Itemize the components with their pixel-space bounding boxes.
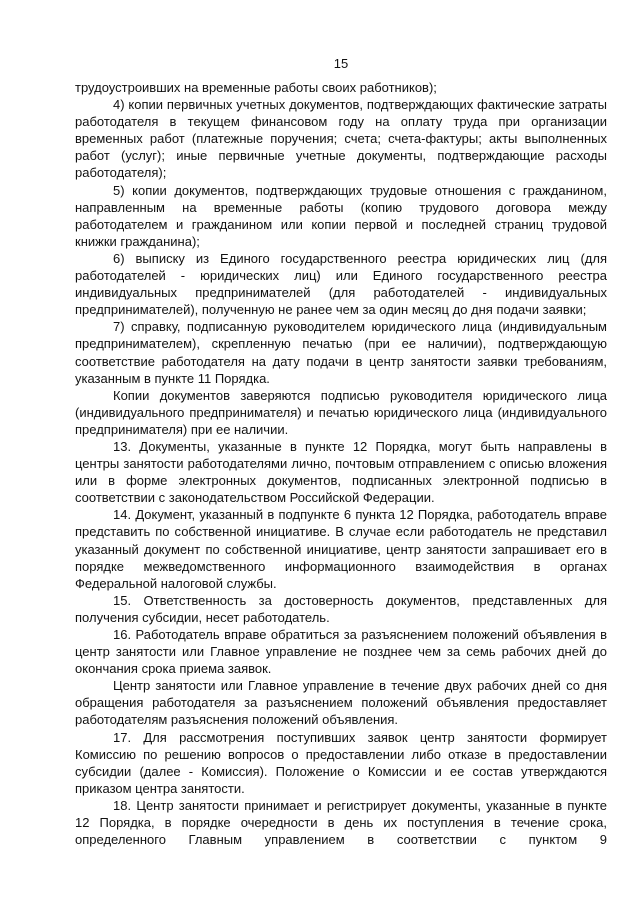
document-body bbox=[75, 79, 607, 848]
paragraph-copies-certification: Копии документов заверяются подписью руководителя юридического лица (индивидуального предпринимателя) и печатью юридического лица (индивидуального предпринимателя) при ее наличии. bbox=[75, 387, 607, 437]
paragraph-item-5: 5) копии документов, подтверждающих трудовые отношения с гражданином, направленным на временные работы (копию трудового договора между работодателем и гражданином или копии первой и последней страниц трудовой книжки гражданина); bbox=[75, 182, 607, 249]
paragraph-18: 18. Центр занятости принимает и регистрирует документы, указанные в пункте 12 Порядка, в порядке очередности в день их поступления в течение срока, определенного Главным управлением в соответствии с пунктом 9 bbox=[75, 797, 607, 848]
paragraph-16: 16. Работодатель вправе обратиться за разъяснением положений объявления в центр занятости или Главное управление не позднее чем за семь рабочих дней до окончания срока приема заявок. bbox=[75, 627, 607, 677]
page-number: 15 bbox=[333, 56, 349, 71]
paragraph-14: 14. Документ, указанный в подпункте 6 пункта 12 Порядка, работодатель вправе представить по собственной инициативе. В случае если работодатель не представил указанный документ по собственной инициативе, центр занятости запрашивает его в порядке межведомственного информационного взаимодействия в органах Федеральной налоговой службы. bbox=[75, 507, 607, 591]
paragraph-15: 15. Ответственность за достоверность документов, представленных для получения субсидии, несет работодатель. bbox=[75, 592, 607, 625]
paragraph-13: 13. Документы, указанные в пункте 12 Порядка, могут быть направлены в центры занятости работодателями лично, почтовым отправлением с описью вложения или в форме электронных документов, подписанных электронной подписью в соответствии с законодательством Российской Федерации. bbox=[75, 438, 607, 506]
paragraph-16-clarification: Центр занятости или Главное управление в течение двух рабочих дней со дня обращения работодателя за разъяснением положений объявления предоставляет работодателям разъяснения положений объявления. bbox=[75, 678, 607, 728]
paragraph-continuation: трудоустроивших на временные работы своих работников); bbox=[75, 80, 437, 95]
paragraph-17: 17. Для рассмотрения поступивших заявок центр занятости формирует Комиссию по решению вопросов о предоставлении либо отказе в предоставлении субсидии (далее - Комиссия). Положение о Комиссии и ее состав утверждаются приказом центра занятости. bbox=[75, 729, 607, 796]
paragraph-item-7: 7) справку, подписанную руководителем юридического лица (индивидуальным предпринимателем), скрепленную печатью (при ее наличии), подтверждающую соответствие работодателя на дату подачи в центр занятости заявки требованиям, указанным в пункте 11 Порядка. bbox=[75, 319, 607, 386]
paragraph-item-6: 6) выписку из Единого государственного реестра юридических лиц (для работодателей - юридических лиц) или Единого государственного реестра индивидуальных предпринимателей (для работодателей - индивидуальных предпринимателей), полученную не ранее чем за один месяц до дня подачи заявки; bbox=[75, 250, 607, 318]
paragraph-item-4: 4) копии первичных учетных документов, подтверждающих фактические затраты работодателя в текущем финансовом году на оплату труда при организации временных работ (платежные поручения; счета; счета-фактуры; акты выполненных работ (услуг); иные первичные учетные документы, подтверждающие расходы работодателя); bbox=[75, 97, 607, 181]
